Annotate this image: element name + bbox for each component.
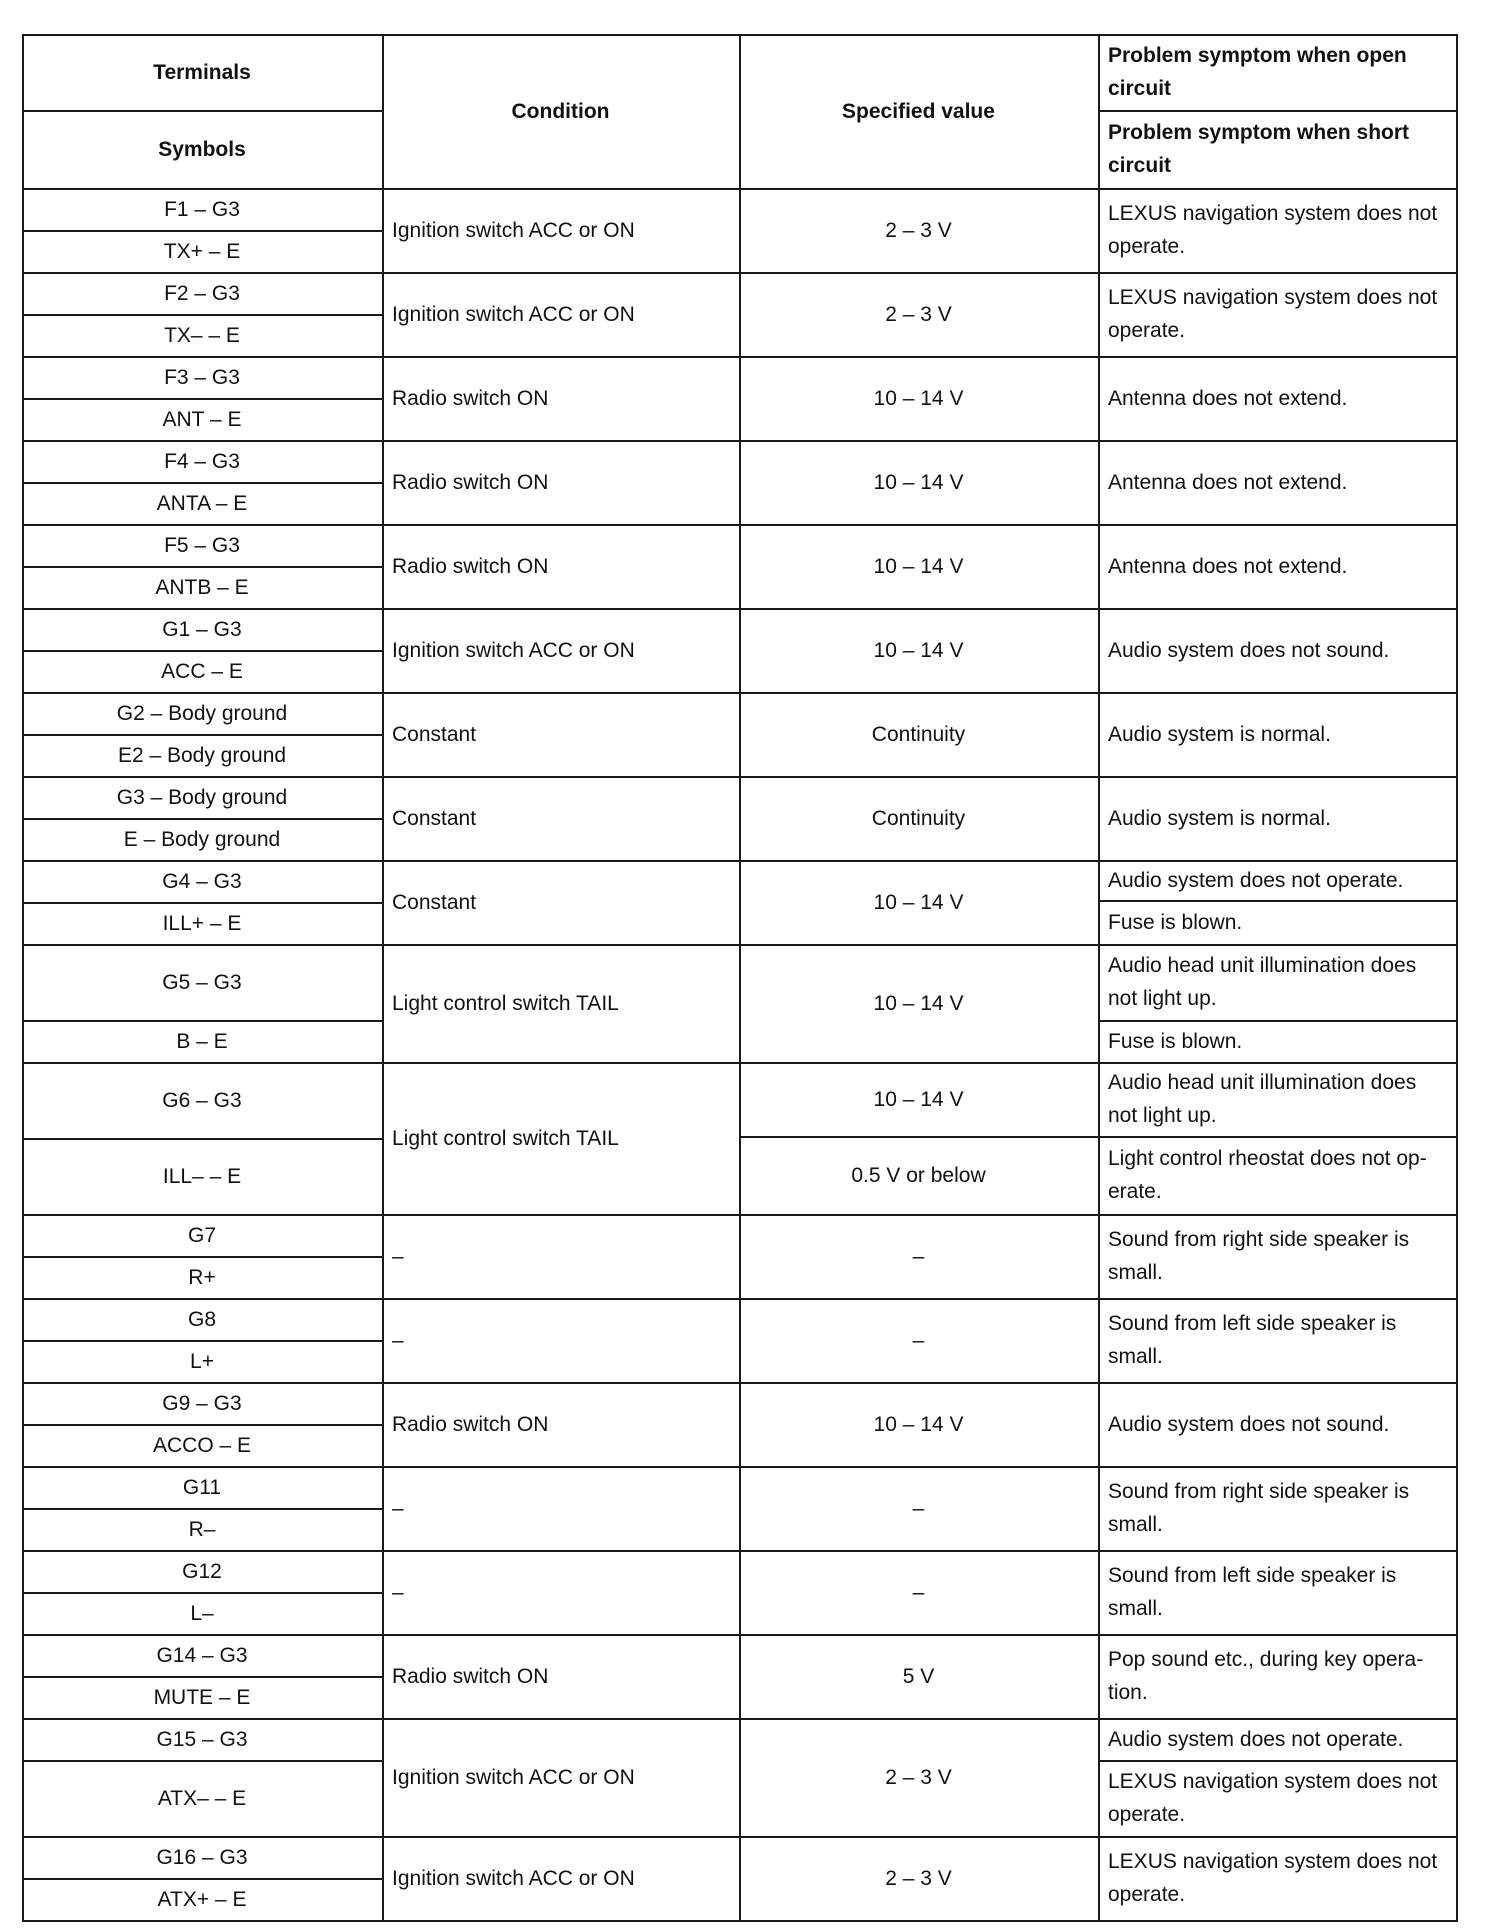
terminal-pair: F2 – G3 [164, 281, 240, 305]
terminal-pair: G16 – G3 [156, 1845, 248, 1869]
condition-cell: Radio switch ON [392, 386, 549, 410]
specified-value-cell: 2 – 3 V [885, 218, 952, 242]
rule-horizontal [1098, 1136, 1456, 1138]
specified-value-cell: 10 – 14 V [873, 1412, 964, 1436]
rule-horizontal [22, 482, 382, 484]
specified-value-cell: 2 – 3 V [885, 1765, 952, 1789]
specified-value-cell: 2 – 3 V [885, 302, 952, 326]
open-circuit-symptom: Antenna does not extend. [1108, 470, 1348, 494]
open-circuit-symptom: Audio system does not sound. [1108, 638, 1390, 662]
open-circuit-symptom: Sound from right side speaker is small. [1108, 1228, 1410, 1284]
condition-cell: – [392, 1328, 404, 1352]
rule-horizontal [739, 1136, 1098, 1138]
terminal-symbol: R– [188, 1517, 216, 1541]
rule-horizontal [22, 1256, 382, 1258]
terminal-pair: G15 – G3 [156, 1727, 248, 1751]
terminal-pair: G2 – Body ground [116, 701, 288, 725]
terminal-symbol: ANT – E [162, 407, 242, 431]
rule-horizontal [22, 230, 382, 232]
specified-value-cell: – [912, 1328, 925, 1352]
condition-cell: Constant [392, 890, 477, 914]
terminal-pair: F5 – G3 [164, 533, 240, 557]
specified-value-cell: 10 – 14 V [873, 554, 964, 578]
condition-cell: Constant [392, 806, 477, 830]
rule-horizontal [22, 1592, 382, 1594]
header-open-circuit: Problem symptom when open circuit [1108, 44, 1407, 100]
terminal-symbol: E2 – Body ground [117, 743, 287, 767]
terminal-symbol: ILL– – E [162, 1164, 242, 1188]
short-circuit-symptom: Fuse is blown. [1108, 1029, 1243, 1053]
specified-value-cell: – [912, 1244, 925, 1268]
condition-cell: Ignition switch ACC or ON [392, 1866, 635, 1890]
open-circuit-symptom: LEXUS navigation system does not operate. [1108, 286, 1438, 342]
terminal-symbol: ILL+ – E [162, 911, 242, 935]
short-circuit-symptom: Fuse is blown. [1108, 910, 1243, 934]
terminal-pair: F1 – G3 [164, 197, 240, 221]
condition-cell: Ignition switch ACC or ON [392, 302, 635, 326]
specified-value-cell: 10 – 14 V [873, 638, 964, 662]
condition-cell: Ignition switch ACC or ON [392, 638, 635, 662]
condition-cell: Radio switch ON [392, 1664, 549, 1688]
condition-cell: Radio switch ON [392, 470, 549, 494]
terminal-symbol: E – Body ground [123, 827, 281, 851]
specified-value-cell: – [912, 1580, 925, 1604]
specified-value-cell: 10 – 14 V [873, 890, 964, 914]
short-circuit-symptom: LEXUS navigation system does not operate. [1108, 1770, 1438, 1826]
header-specified-value: Specified value [842, 99, 995, 123]
rule-horizontal [1098, 900, 1456, 902]
condition-cell: – [392, 1496, 404, 1520]
condition-cell: Light control switch TAIL [392, 1126, 619, 1150]
specified-value-cell: 10 – 14 V [873, 470, 964, 494]
header-symbols: Symbols [158, 137, 246, 161]
open-circuit-symptom: Audio system does not operate. [1108, 868, 1404, 892]
rule-horizontal [1098, 1020, 1456, 1022]
open-circuit-symptom: Audio head unit illumination does not light up. [1108, 954, 1417, 1010]
rule-horizontal [22, 902, 382, 904]
terminal-pair: G12 [182, 1559, 222, 1583]
rule-vertical [382, 34, 384, 1922]
terminal-pair: G1 – G3 [162, 617, 242, 641]
rule-horizontal [22, 818, 382, 820]
terminal-pair: G5 – G3 [162, 970, 242, 994]
rule-horizontal [22, 314, 382, 316]
rule-horizontal [22, 734, 382, 736]
terminal-symbol: TX+ – E [163, 239, 241, 263]
terminal-symbol: TX– – E [164, 323, 240, 347]
rule-vertical [739, 34, 741, 1922]
rule-horizontal [22, 1760, 382, 1762]
condition-cell: – [392, 1244, 404, 1268]
open-circuit-symptom: Antenna does not extend. [1108, 554, 1348, 578]
condition-cell: Ignition switch ACC or ON [392, 218, 635, 242]
terminal-pair: G11 [182, 1475, 222, 1499]
terminal-symbol: ACCO – E [152, 1433, 252, 1457]
rule-horizontal [22, 1138, 382, 1140]
terminal-symbol: ANTA – E [156, 491, 248, 515]
terminal-pair: F4 – G3 [164, 449, 240, 473]
terminal-pair: G6 – G3 [162, 1088, 242, 1112]
terminal-symbol: MUTE – E [153, 1685, 251, 1709]
open-circuit-symptom: Antenna does not extend. [1108, 386, 1348, 410]
terminal-pair: G7 [187, 1223, 216, 1247]
rule-horizontal [22, 1508, 382, 1510]
open-circuit-symptom: Audio system does not sound. [1108, 1412, 1390, 1436]
rule-horizontal [22, 650, 382, 652]
terminal-symbol: R+ [188, 1265, 216, 1289]
rule-horizontal [1098, 1760, 1456, 1762]
specified-value-cell: 10 – 14 V [873, 991, 964, 1015]
open-circuit-symptom: Audio head unit illumination does not light up. [1108, 1071, 1417, 1127]
specified-value-cell: 0.5 V or below [851, 1163, 986, 1187]
rule-horizontal [1098, 110, 1456, 112]
rule-vertical [1098, 34, 1100, 1922]
short-circuit-symptom: Light control rheostat does not op-erate. [1108, 1147, 1427, 1203]
header-terminals: Terminals [153, 60, 251, 84]
terminal-symbol: L+ [190, 1349, 214, 1373]
terminal-symbol: ACC – E [161, 659, 243, 683]
rule-horizontal [22, 1340, 382, 1342]
condition-cell: Radio switch ON [392, 1412, 549, 1436]
terminal-pair: G4 – G3 [162, 869, 242, 893]
open-circuit-symptom: LEXUS navigation system does not operate. [1108, 202, 1438, 258]
specified-value-cell: Continuity [871, 722, 966, 746]
terminal-symbol: L– [190, 1601, 214, 1625]
rule-horizontal [22, 566, 382, 568]
terminal-pair: G3 – Body ground [116, 785, 288, 809]
open-circuit-symptom: Audio system is normal. [1108, 722, 1331, 746]
terminal-symbol: ANTB – E [155, 575, 249, 599]
terminal-pair: F3 – G3 [164, 365, 240, 389]
rule-horizontal [22, 1424, 382, 1426]
open-circuit-symptom: LEXUS navigation system does not operate. [1108, 1850, 1438, 1906]
rule-horizontal [22, 1676, 382, 1678]
condition-cell: Radio switch ON [392, 554, 549, 578]
rule-horizontal [22, 398, 382, 400]
rule-horizontal [22, 1878, 382, 1880]
terminal-pair: G9 – G3 [162, 1391, 242, 1415]
open-circuit-symptom: Sound from right side speaker is small. [1108, 1480, 1410, 1536]
rule-vertical [1456, 34, 1458, 1922]
header-short-circuit: Problem symptom when short circuit [1108, 121, 1410, 177]
specified-value-cell: – [912, 1496, 925, 1520]
terminal-symbol: ATX– – E [157, 1786, 247, 1810]
specified-value-cell: 5 V [902, 1664, 935, 1688]
terminal-pair: G8 [187, 1307, 216, 1331]
header-condition: Condition [511, 99, 610, 123]
condition-cell: Constant [392, 722, 477, 746]
rule-horizontal [22, 110, 382, 112]
specified-value-cell: 2 – 3 V [885, 1866, 952, 1890]
open-circuit-symptom: Audio system does not operate. [1108, 1727, 1404, 1751]
condition-cell: – [392, 1580, 404, 1604]
specified-value-cell: 10 – 14 V [873, 1087, 964, 1111]
rule-vertical [22, 34, 24, 1922]
open-circuit-symptom: Sound from left side speaker is small. [1108, 1564, 1397, 1620]
open-circuit-symptom: Sound from left side speaker is small. [1108, 1312, 1397, 1368]
specified-value-cell: Continuity [871, 806, 966, 830]
terminal-pair: G14 – G3 [156, 1643, 248, 1667]
terminal-symbol: ATX+ – E [157, 1887, 247, 1911]
specified-value-cell: 10 – 14 V [873, 386, 964, 410]
open-circuit-symptom: Pop sound etc., during key opera-tion. [1108, 1648, 1424, 1704]
open-circuit-symptom: Audio system is normal. [1108, 806, 1331, 830]
condition-cell: Light control switch TAIL [392, 991, 619, 1015]
terminal-symbol: B – E [176, 1029, 228, 1053]
rule-horizontal [22, 1020, 382, 1022]
condition-cell: Ignition switch ACC or ON [392, 1765, 635, 1789]
